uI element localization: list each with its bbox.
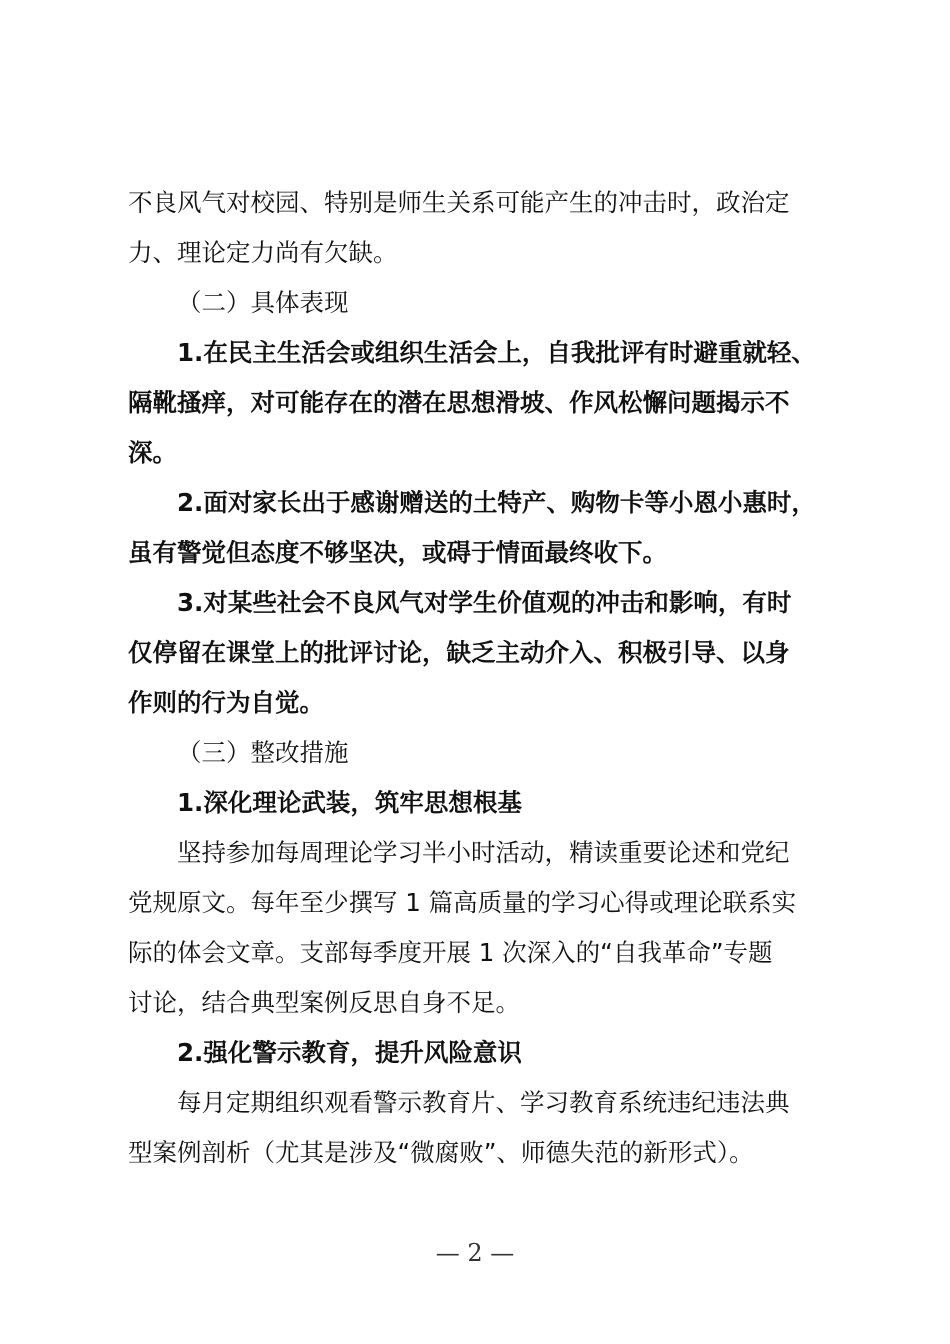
section-heading: （二）具体表现: [177, 288, 349, 317]
document-body: [128, 178, 840, 1178]
paragraph-line: 讨论，结合典型案例反思自身不足。: [128, 988, 520, 1017]
bold-paragraph-line: 作则的行为自觉。: [128, 688, 324, 717]
subsection-heading: 2.强化警示教育，提升风险意识: [177, 1038, 522, 1067]
paragraph-line: 际的体会文章。支部每季度开展 1 次深入的“自我革命”专题: [128, 938, 773, 967]
paragraph-line: 每月定期组织观看警示教育片、学习教育系统违纪违法典: [177, 1088, 790, 1117]
paragraph-line: 不良风气对校园、特别是师生关系可能产生的冲击时，政治定: [128, 188, 790, 217]
bold-paragraph-line: 隔靴搔痒，对可能存在的潜在思想滑坡、作风松懈问题揭示不: [128, 388, 790, 417]
paragraph-line: 力、理论定力尚有欠缺。: [128, 238, 398, 267]
paragraph-line: 坚持参加每周理论学习半小时活动，精读重要论述和党纪: [177, 838, 790, 867]
paragraph-line: 型案例剖析（尤其是涉及“微腐败”、师德失范的新形式）。: [128, 1138, 754, 1167]
bold-paragraph-line: 1.在民主生活会或组织生活会上，自我批评有时避重就轻、: [177, 338, 816, 367]
page-number: — 2 —: [435, 1239, 515, 1267]
bold-paragraph-line: 仅停留在课堂上的批评讨论，缺乏主动介入、积极引导、以身: [128, 638, 790, 667]
bold-paragraph-line: 3.对某些社会不良风气对学生价值观的冲击和影响，有时: [177, 588, 792, 617]
section-heading: （三）整改措施: [177, 738, 349, 767]
bold-paragraph-line: 2.面对家长出于感谢赠送的土特产、购物卡等小恩小惠时，: [177, 488, 816, 517]
bold-paragraph-line: 虽有警觉但态度不够坚决，或碍于情面最终收下。: [128, 538, 667, 567]
paragraph-line: 党规原文。每年至少撰写 1 篇高质量的学习心得或理论联系实: [128, 888, 797, 917]
bold-paragraph-line: 深。: [128, 438, 177, 467]
subsection-heading: 1.深化理论武装，筑牢思想根基: [177, 788, 522, 817]
